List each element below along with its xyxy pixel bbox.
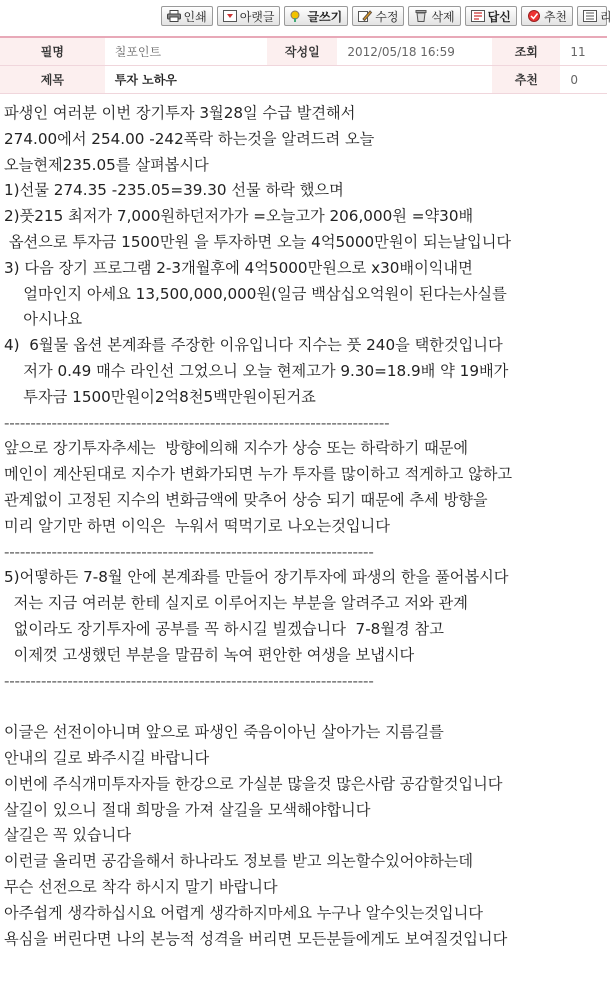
body-line: 욕심을 버린다면 나의 본능적 성격을 버리면 모든분들에게도 보여질것입니다 <box>4 929 508 948</box>
body-line: 2)풋215 최저가 7,000원하던저가가 =오늘고가 206,000원 =약30배 <box>4 207 474 226</box>
body-line: 미리 알기만 하면 이익은 누워서 떡먹기로 나오는것입니다 <box>4 516 390 535</box>
answer-button[interactable] <box>465 6 517 26</box>
toolbar <box>0 0 612 32</box>
meta-row-author <box>0 37 607 66</box>
body-line: 저가 0.49 매수 라인선 그었으니 오늘 현제고가 9.30=18.9배 약 19배가 <box>4 361 509 380</box>
body-line: 3) 다음 장기 프로그램 2-3개월후에 4억5000만원으로 x30배이익내면 <box>4 258 473 277</box>
name-value[interactable]: 칠포인트 <box>105 37 268 66</box>
body-line: 아시나요 <box>4 310 82 329</box>
name-label: 필명 <box>0 37 105 66</box>
date-value: 2012/05/18 16:59 <box>337 37 492 66</box>
list-button[interactable] <box>577 6 612 26</box>
write-button[interactable] <box>284 6 348 26</box>
printer-icon <box>167 10 181 22</box>
body-line: 살길이 있으니 절대 희망을 가져 살길을 모색해야합니다 <box>4 800 371 819</box>
date-label: 작성일 <box>267 37 337 66</box>
post-meta-table <box>0 36 607 94</box>
views-label: 조회 <box>492 37 560 66</box>
body-line: 앞으로 장기투자추세는 방향에의해 지수가 상승 또는 하락하기 때문에 <box>4 439 469 458</box>
write-label: 글쓰기 <box>307 9 343 24</box>
next-post-label: 아랫글 <box>239 9 275 24</box>
body-line: 이제껏 고생했던 부분을 말끔히 녹여 편안한 여생을 보냅시다 <box>4 645 415 664</box>
body-line: 이글은 선전이아니며 앞으로 파생인 죽음이아닌 살아가는 지름길를 <box>4 723 444 742</box>
pencil-icon <box>290 10 304 22</box>
down-arrow-icon <box>223 10 237 22</box>
list-icon <box>583 10 597 22</box>
body-line: 무슨 선전으로 착각 하시지 말기 바랍니다 <box>4 877 278 896</box>
body-line: 아주쉽게 생각하십시요 어렵게 생각하지마세요 누구나 알수잇는것입니다 <box>4 903 483 922</box>
body-line: 얼마인지 아세요 13,500,000,000원(일금 백삼십오억원이 된다는사실를 <box>4 284 507 303</box>
body-line: 4) 6월물 옵션 본계좌를 주장한 이유입니다 지수는 풋 240을 택한것입니다 <box>4 336 503 355</box>
reply-icon <box>471 10 485 22</box>
divider-line: ------------------------------------------------------------------------- <box>4 413 390 432</box>
body-line: 옵션으로 투자금 1500만원 을 투자하면 오늘 4억5000만원이 되는날입니다 <box>4 232 512 251</box>
answer-label: 답신 <box>487 9 511 24</box>
recommend-label: 추천 <box>543 9 567 24</box>
body-line: 오늘현제235.05를 살펴봅시다 <box>4 155 209 174</box>
delete-button[interactable] <box>408 6 460 26</box>
title-value: 투자 노하우 <box>105 66 492 94</box>
edit-button[interactable] <box>352 6 404 26</box>
recommend-count-value: 0 <box>560 66 607 94</box>
body-line: 살길은 꼭 있습니다 <box>4 826 132 845</box>
body-line: 없이라도 장기투자에 공부를 꼭 하시길 빌겠습니다 7-8월경 참고 <box>4 619 444 638</box>
body-line: 저는 지금 여러분 한테 실지로 이루어지는 부분을 알려주고 저와 관계 <box>4 594 468 613</box>
views-value: 11 <box>560 37 607 66</box>
divider-line: ---------------------------------------------------------------------- <box>4 542 374 561</box>
body-line: 5)어떻하든 7-8월 안에 본계좌를 만들어 장기투자에 파생의 한을 풀어봅시다 <box>4 568 509 587</box>
delete-label: 삭제 <box>431 9 455 24</box>
body-line: 이번에 주식개미투자자들 한강으로 가실분 많을것 많은사람 공감할것입니다 <box>4 774 503 793</box>
body-line: 파생인 여러분 이번 장기투자 3월28일 수급 발견해서 <box>4 104 356 122</box>
thumbs-up-icon <box>527 10 541 22</box>
print-label: 인쇄 <box>183 9 207 24</box>
body-line: 메인이 계산된대로 지수가 변화가되면 누가 투자를 많이하고 적게하고 않하고 <box>4 465 513 484</box>
meta-row-title <box>0 66 607 94</box>
body-line: 이런글 올리면 공감을해서 하나라도 정보를 받고 의논할수있어야하는데 <box>4 852 474 871</box>
recommend-button[interactable] <box>521 6 573 26</box>
divider-line: ---------------------------------------------------------------------- <box>4 671 374 690</box>
body-line: 1)선물 274.35 -235.05=39.30 선물 하락 했으며 <box>4 181 344 200</box>
recommend-count-label: 추천 <box>492 66 560 94</box>
body-line: 관계없이 고정된 지수의 변화금액에 맞추어 상승 되기 때문에 추세 방향을 <box>4 490 488 509</box>
body-line: 투자금 1500만원이2억8천5백만원이된거죠 <box>4 387 316 406</box>
next-post-button[interactable] <box>217 6 281 26</box>
list-label: 리 <box>600 9 612 24</box>
post-body <box>4 101 604 952</box>
edit-label: 수정 <box>375 9 399 24</box>
body-line: 274.00에서 254.00 -242폭락 하는것을 알려드려 오늘 <box>4 129 375 148</box>
edit-icon <box>358 10 372 22</box>
body-line <box>4 694 604 720</box>
title-label: 제목 <box>0 66 105 94</box>
body-line: 안내의 길로 봐주시길 바랍니다 <box>4 748 210 767</box>
trash-icon <box>414 10 428 22</box>
print-button[interactable] <box>161 6 213 26</box>
